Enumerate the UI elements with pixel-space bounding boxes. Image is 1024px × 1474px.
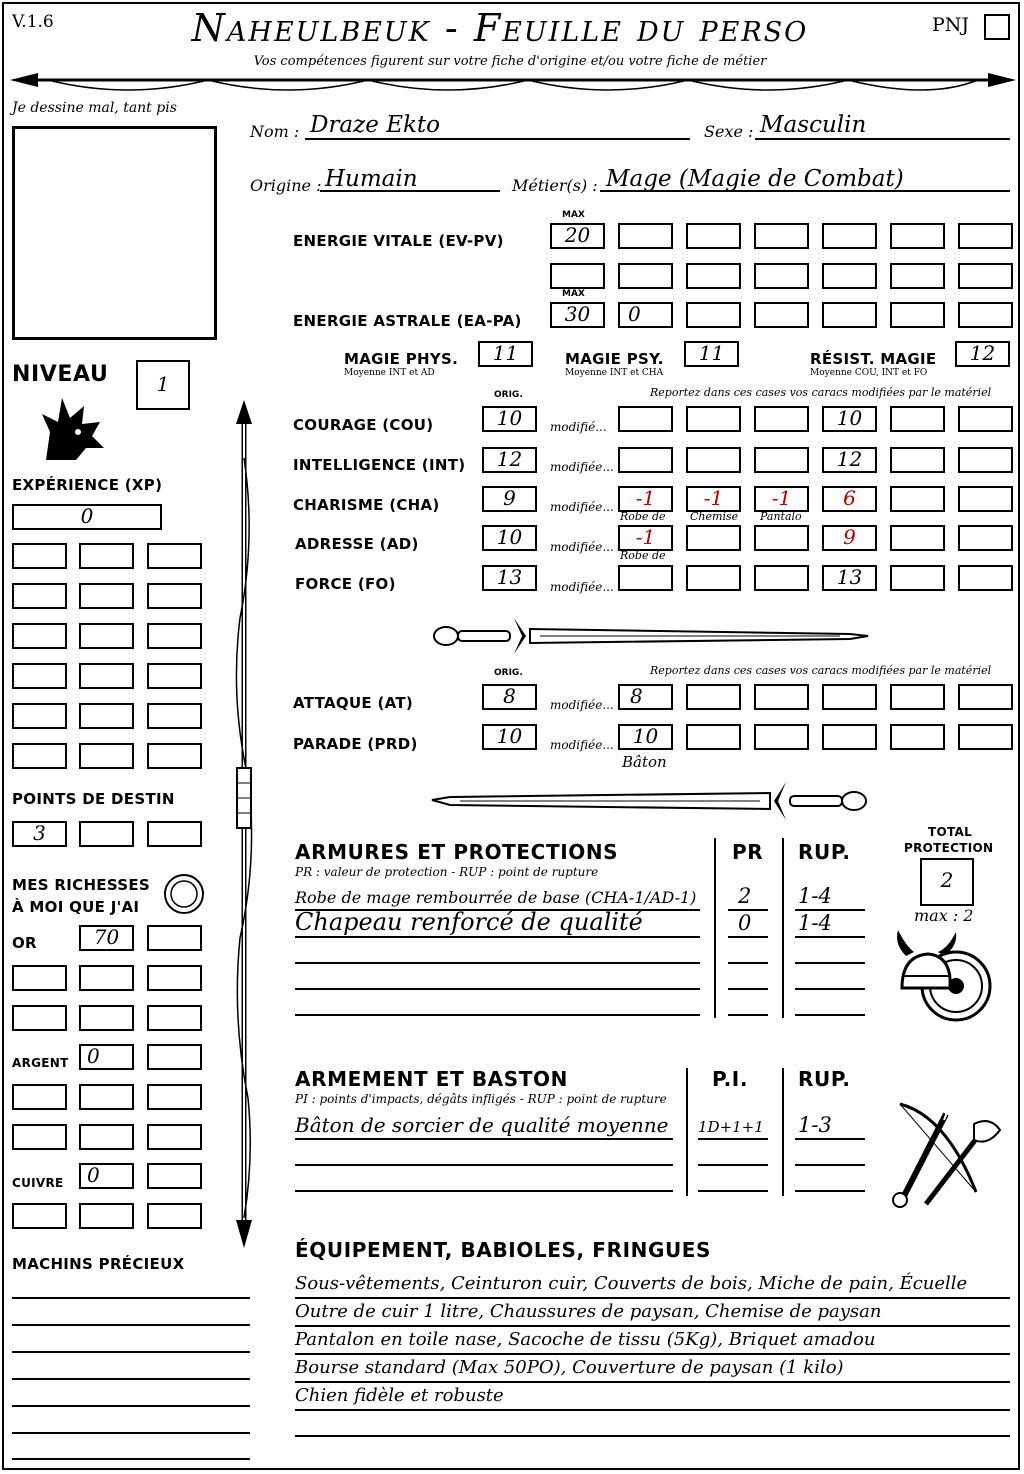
destin-box[interactable] xyxy=(79,821,134,847)
at-orig-box[interactable]: 8 xyxy=(482,684,537,710)
armure-line xyxy=(795,936,865,938)
cou-modif-label: modifié... xyxy=(550,420,607,434)
arme-line xyxy=(698,1138,768,1140)
ea-box[interactable] xyxy=(890,302,945,328)
sword-icon xyxy=(430,778,870,824)
cuivre-box[interactable]: 0 xyxy=(79,1163,134,1189)
argent-box[interactable]: 0 xyxy=(79,1044,134,1070)
magie-psy-box[interactable]: 11 xyxy=(684,341,739,367)
origine-value[interactable]: Humain xyxy=(325,166,418,192)
carac-mod-box[interactable] xyxy=(618,406,673,432)
pnj-label: PNJ xyxy=(932,14,970,36)
armures-divider xyxy=(714,838,716,1018)
resist-magie-label: RÉSIST. MAGIE xyxy=(810,350,937,368)
carac-mod-box[interactable] xyxy=(890,447,945,473)
armement-title: ARMEMENT ET BASTON xyxy=(295,1067,568,1091)
ea-max-box[interactable]: 30 xyxy=(550,302,605,328)
ev-box[interactable] xyxy=(822,263,877,289)
sexe-value[interactable]: Masculin xyxy=(760,112,867,138)
arme-line[interactable] xyxy=(295,1190,673,1192)
xp-box[interactable] xyxy=(147,583,202,609)
armement-divider xyxy=(782,1068,784,1196)
armure-line[interactable] xyxy=(295,988,700,990)
equipement-line xyxy=(295,1409,1010,1411)
weapons-icon xyxy=(886,1096,1006,1212)
armure-rup[interactable]: 1-4 xyxy=(798,911,832,935)
helmet-shield-icon xyxy=(888,926,998,1036)
arme-line[interactable] xyxy=(698,1164,768,1166)
xp-box[interactable] xyxy=(147,623,202,649)
prd-mod-box[interactable]: 10 xyxy=(618,724,673,750)
total-protection-box[interactable]: 2 xyxy=(920,858,974,906)
magie-phys-label: MAGIE PHYS. xyxy=(344,350,459,368)
xp-box[interactable] xyxy=(79,543,134,569)
equipement-line-text[interactable]: Bourse standard (Max 50PO), Couverture de paysan (1 kilo) xyxy=(295,1357,844,1378)
carac-mod-box[interactable] xyxy=(890,406,945,432)
armures-divider xyxy=(782,838,784,1018)
ad-label: ADRESSE (AD) xyxy=(295,535,419,553)
carac-mod-box[interactable] xyxy=(958,565,1013,591)
carac-mod-box[interactable] xyxy=(686,447,741,473)
xp-box[interactable] xyxy=(12,703,67,729)
dragon-icon xyxy=(36,392,108,464)
or-box[interactable] xyxy=(147,1005,202,1031)
cha-mod-box[interactable]: 6 xyxy=(822,486,877,512)
version-label: V.1.6 xyxy=(12,12,54,32)
carac-mod-box[interactable] xyxy=(618,565,673,591)
at-modif-label: modifiée... xyxy=(550,698,614,712)
equipement-line xyxy=(295,1325,1010,1327)
ev-box[interactable] xyxy=(550,263,605,289)
machins-line[interactable] xyxy=(12,1458,250,1460)
caracs-orig-label: ORIG. xyxy=(494,390,523,400)
carac-mod-box[interactable] xyxy=(754,565,809,591)
carac-mod-box[interactable] xyxy=(890,486,945,512)
equipement-line-text[interactable]: Outre de cuir 1 litre, Chaussures de paysan, Chemise de paysan xyxy=(295,1301,882,1322)
ea-box[interactable] xyxy=(958,302,1013,328)
xp-box[interactable] xyxy=(79,623,134,649)
carac-mod-box[interactable] xyxy=(890,525,945,551)
armures-rup-header: RUP. xyxy=(798,840,851,864)
total-protection-max: max : 2 xyxy=(914,906,974,925)
or-box[interactable] xyxy=(12,965,67,991)
xp-box[interactable] xyxy=(12,623,67,649)
cha-label: CHARISME (CHA) xyxy=(293,496,440,514)
destin-label: POINTS DE DESTIN xyxy=(12,790,175,808)
arme-rup[interactable]: 1-3 xyxy=(798,1113,832,1137)
or-box[interactable]: 70 xyxy=(79,925,134,951)
richesses-label: MES RICHESSES xyxy=(12,876,151,894)
xp-box[interactable] xyxy=(147,743,202,769)
armement-subtitle: PI : points d'impacts, dégâts infligés - RUP : point de rupture xyxy=(295,1092,667,1106)
combat-mod-box[interactable] xyxy=(958,724,1013,750)
equipement-line xyxy=(295,1297,1010,1299)
machins-line[interactable] xyxy=(12,1297,250,1299)
carac-mod-box[interactable] xyxy=(686,565,741,591)
metier-value[interactable]: Mage (Magie de Combat) xyxy=(606,166,904,192)
ad-orig-box[interactable]: 10 xyxy=(482,525,537,551)
argent-box[interactable] xyxy=(147,1084,202,1110)
ev-box[interactable] xyxy=(686,263,741,289)
carac-mod-box[interactable] xyxy=(958,486,1013,512)
arme-line xyxy=(795,1138,865,1140)
pnj-checkbox[interactable] xyxy=(984,14,1010,40)
cou-label: COURAGE (COU) xyxy=(293,416,434,434)
arme-pi[interactable]: 1D+1+1 xyxy=(698,1118,764,1136)
nom-label: Nom : xyxy=(250,122,300,141)
ev-max-label: MAX xyxy=(562,210,585,220)
cuivre-box[interactable] xyxy=(147,1203,202,1229)
spear-divider-icon xyxy=(8,64,1018,104)
combat-mod-box[interactable] xyxy=(754,724,809,750)
int-label: INTELLIGENCE (INT) xyxy=(293,456,466,474)
xp-box[interactable] xyxy=(147,543,202,569)
ev-box[interactable] xyxy=(958,263,1013,289)
magie-psy-label: MAGIE PSY. xyxy=(565,350,664,368)
cha-orig-box[interactable]: 9 xyxy=(482,486,537,512)
ev-box[interactable] xyxy=(890,263,945,289)
metier-line xyxy=(600,190,1010,192)
combat-mod-box[interactable] xyxy=(822,684,877,710)
ea-box[interactable] xyxy=(822,302,877,328)
sexe-line xyxy=(755,138,1010,140)
armement-rup-header: RUP. xyxy=(798,1067,851,1091)
ad-mod-box[interactable]: 9 xyxy=(822,525,877,551)
combat-mod-box[interactable] xyxy=(822,724,877,750)
magie-psy-note: Moyenne INT et CHA xyxy=(565,368,664,378)
prd-label: PARADE (PRD) xyxy=(293,735,418,753)
argent-box[interactable] xyxy=(12,1124,67,1150)
prd-mod-caption: Bâton xyxy=(622,753,667,771)
machins-line[interactable] xyxy=(12,1405,250,1407)
prd-modif-label: modifiée... xyxy=(550,738,614,752)
portrait-frame[interactable] xyxy=(12,126,217,340)
cha-mod-caption: Pantalo xyxy=(760,510,802,523)
xp-box[interactable] xyxy=(147,703,202,729)
carac-mod-box[interactable] xyxy=(686,406,741,432)
ea-box[interactable] xyxy=(754,302,809,328)
ad-mod-caption: Robe de xyxy=(620,549,666,562)
total-protection-label: TOTAL xyxy=(928,825,973,839)
xp-box[interactable] xyxy=(79,743,134,769)
armure-line[interactable] xyxy=(795,1014,865,1016)
combat-orig-label: ORIG. xyxy=(494,668,523,678)
spear-icon xyxy=(226,398,262,1250)
combat-mod-box[interactable] xyxy=(754,684,809,710)
niveau-label: NIVEAU xyxy=(12,362,109,387)
ev-box[interactable] xyxy=(686,223,741,249)
sword-icon xyxy=(430,612,870,658)
caracs-note: Reportez dans ces cases vos caracs modifiées par le matériel xyxy=(650,386,992,399)
cha-mod-caption: Chemise xyxy=(690,510,739,523)
fo-orig-box[interactable]: 13 xyxy=(482,565,537,591)
carac-mod-box[interactable] xyxy=(754,406,809,432)
at-label: ATTAQUE (AT) xyxy=(293,694,414,712)
cha-mod-box[interactable]: -1 xyxy=(618,486,673,512)
armure-line[interactable] xyxy=(728,988,768,990)
armure-name[interactable]: Chapeau renforcé de qualité xyxy=(295,908,643,936)
fo-label: FORCE (FO) xyxy=(295,575,396,593)
ad-mod-box[interactable]: -1 xyxy=(618,525,673,551)
armures-title: ARMURES ET PROTECTIONS xyxy=(295,840,619,864)
equipement-line[interactable] xyxy=(295,1435,1010,1437)
cou-mod-box[interactable]: 10 xyxy=(822,406,877,432)
equipement-line-text[interactable]: Pantalon en toile nase, Sacoche de tissu (5Kg), Briquet amadou xyxy=(295,1329,876,1350)
cuivre-box[interactable] xyxy=(12,1203,67,1229)
xp-box[interactable] xyxy=(12,543,67,569)
argent-box[interactable] xyxy=(147,1044,202,1070)
nom-line xyxy=(305,138,690,140)
resist-magie-note: Moyenne COU, INT et FO xyxy=(810,368,928,378)
cuivre-box[interactable] xyxy=(147,1163,202,1189)
xp-box[interactable] xyxy=(79,583,134,609)
richesses-label-2: À MOI QUE J'AI xyxy=(12,898,140,916)
ea-label: ENERGIE ASTRALE (EA-PA) xyxy=(293,312,522,330)
or-label: OR xyxy=(12,934,37,952)
carac-mod-box[interactable] xyxy=(618,447,673,473)
magie-phys-box[interactable]: 11 xyxy=(478,341,533,367)
armement-pi-header: P.I. xyxy=(712,1067,749,1091)
xp-box[interactable] xyxy=(12,663,67,689)
or-box[interactable] xyxy=(79,965,134,991)
page-subtitle: Vos compétences figurent sur votre fiche d'origine et/ou votre fiche de métier xyxy=(253,54,767,69)
arme-name[interactable]: Bâton de sorcier de qualité moyenne xyxy=(295,1113,669,1137)
arme-line[interactable] xyxy=(295,1164,673,1166)
machins-label: MACHINS PRÉCIEUX xyxy=(12,1255,185,1273)
fo-mod-box[interactable]: 13 xyxy=(822,565,877,591)
cha-mod-caption: Robe de xyxy=(620,510,666,523)
argent-box[interactable] xyxy=(79,1084,134,1110)
combat-mod-box[interactable] xyxy=(890,724,945,750)
argent-box[interactable] xyxy=(147,1124,202,1150)
armure-line[interactable] xyxy=(795,962,865,964)
ev-box[interactable] xyxy=(754,223,809,249)
carac-mod-box[interactable] xyxy=(958,447,1013,473)
niveau-box[interactable]: 1 xyxy=(136,360,190,410)
origine-line xyxy=(320,190,500,192)
ea-max-label: MAX xyxy=(562,289,585,299)
metier-label: Métier(s) : xyxy=(512,176,598,195)
cha-mod-box[interactable]: -1 xyxy=(754,486,809,512)
ev-box[interactable] xyxy=(754,263,809,289)
page-title: Naheulbeuk - Feuille du perso xyxy=(191,6,809,50)
armure-line[interactable] xyxy=(728,1014,768,1016)
int-mod-box[interactable]: 12 xyxy=(822,447,877,473)
armure-pr[interactable]: 2 xyxy=(738,884,752,908)
ev-box[interactable] xyxy=(890,223,945,249)
carac-mod-box[interactable] xyxy=(958,525,1013,551)
combat-mod-box[interactable] xyxy=(686,724,741,750)
or-box[interactable] xyxy=(12,1005,67,1031)
origine-label: Origine : xyxy=(250,176,322,195)
xp-box[interactable]: 0 xyxy=(12,504,162,530)
xp-label: EXPÉRIENCE (XP) xyxy=(12,476,163,494)
carac-mod-box[interactable] xyxy=(754,525,809,551)
combat-note: Reportez dans ces cases vos caracs modifiées par le matériel xyxy=(650,664,992,677)
armure-line[interactable] xyxy=(295,1014,700,1016)
carac-mod-box[interactable] xyxy=(686,525,741,551)
armure-name[interactable]: Robe de mage rembourrée de base (CHA-1/AD-1) xyxy=(295,888,697,907)
cuivre-box[interactable] xyxy=(79,1203,134,1229)
argent-box[interactable] xyxy=(12,1084,67,1110)
ev-label: ENERGIE VITALE (EV-PV) xyxy=(293,232,504,250)
carac-mod-box[interactable] xyxy=(754,447,809,473)
armure-line[interactable] xyxy=(295,962,700,964)
armures-subtitle: PR : valeur de protection - RUP : point de rupture xyxy=(295,865,599,879)
armure-line[interactable] xyxy=(795,988,865,990)
machins-line[interactable] xyxy=(12,1432,250,1434)
total-protection-label-2: PROTECTION xyxy=(904,841,994,855)
argent-label: ARGENT xyxy=(12,1056,69,1070)
ad-modif-label: modifiée... xyxy=(550,540,614,554)
ev-max-box[interactable]: 20 xyxy=(550,223,605,249)
machins-line[interactable] xyxy=(12,1324,250,1326)
armures-pr-header: PR xyxy=(732,840,764,864)
magie-phys-note: Moyenne INT et AD xyxy=(344,368,435,378)
ev-box[interactable] xyxy=(618,223,673,249)
destin-box[interactable] xyxy=(147,821,202,847)
portrait-caption: Je dessine mal, tant pis xyxy=(12,100,177,116)
xp-box[interactable] xyxy=(12,583,67,609)
combat-mod-box[interactable] xyxy=(958,684,1013,710)
coin-icon xyxy=(162,872,206,916)
xp-box[interactable] xyxy=(147,663,202,689)
xp-box[interactable] xyxy=(79,663,134,689)
armure-pr[interactable]: 0 xyxy=(738,911,752,935)
arme-line[interactable] xyxy=(795,1190,865,1192)
arme-line[interactable] xyxy=(698,1190,768,1192)
combat-mod-box[interactable] xyxy=(686,684,741,710)
cha-mod-box[interactable]: -1 xyxy=(686,486,741,512)
equipement-line-text[interactable]: Chien fidèle et robuste xyxy=(295,1385,504,1406)
ev-box[interactable] xyxy=(822,223,877,249)
sexe-label: Sexe : xyxy=(704,122,754,141)
ea-box[interactable]: 0 xyxy=(618,302,673,328)
combat-mod-box[interactable] xyxy=(890,684,945,710)
machins-line[interactable] xyxy=(12,1351,250,1353)
cuivre-label: CUIVRE xyxy=(12,1176,64,1190)
equipement-line-text[interactable]: Sous-vêtements, Ceinturon cuir, Couverts de bois, Miche de pain, Écuelle xyxy=(295,1273,968,1294)
armure-line[interactable] xyxy=(728,962,768,964)
nom-value[interactable]: Draze Ekto xyxy=(310,112,441,138)
or-box[interactable] xyxy=(147,965,202,991)
int-modif-label: modifiée... xyxy=(550,460,614,474)
destin-box[interactable]: 3 xyxy=(12,821,67,847)
carac-mod-box[interactable] xyxy=(890,565,945,591)
or-box[interactable] xyxy=(79,1005,134,1031)
resist-magie-box[interactable]: 12 xyxy=(955,341,1010,367)
xp-box[interactable] xyxy=(79,703,134,729)
armure-rup[interactable]: 1-4 xyxy=(798,884,832,908)
int-orig-box[interactable]: 12 xyxy=(482,447,537,473)
ea-box[interactable] xyxy=(686,302,741,328)
equipement-line xyxy=(295,1381,1010,1383)
cou-orig-box[interactable]: 10 xyxy=(482,406,537,432)
machins-line[interactable] xyxy=(12,1378,250,1380)
carac-mod-box[interactable] xyxy=(958,406,1013,432)
equipement-title: ÉQUIPEMENT, BABIOLES, FRINGUES xyxy=(295,1238,712,1262)
xp-box[interactable] xyxy=(12,743,67,769)
armure-line xyxy=(728,936,768,938)
at-mod-box[interactable]: 8 xyxy=(618,684,673,710)
cha-modif-label: modifiée... xyxy=(550,500,614,514)
armement-divider xyxy=(686,1068,688,1196)
fo-modif-label: modifiée... xyxy=(550,580,614,594)
equipement-line xyxy=(295,1353,1010,1355)
armure-line xyxy=(295,936,700,938)
argent-box[interactable] xyxy=(79,1124,134,1150)
prd-orig-box[interactable]: 10 xyxy=(482,724,537,750)
arme-line xyxy=(295,1138,673,1140)
or-box[interactable] xyxy=(147,925,202,951)
arme-line[interactable] xyxy=(795,1164,865,1166)
ev-box[interactable] xyxy=(958,223,1013,249)
ev-box[interactable] xyxy=(618,263,673,289)
